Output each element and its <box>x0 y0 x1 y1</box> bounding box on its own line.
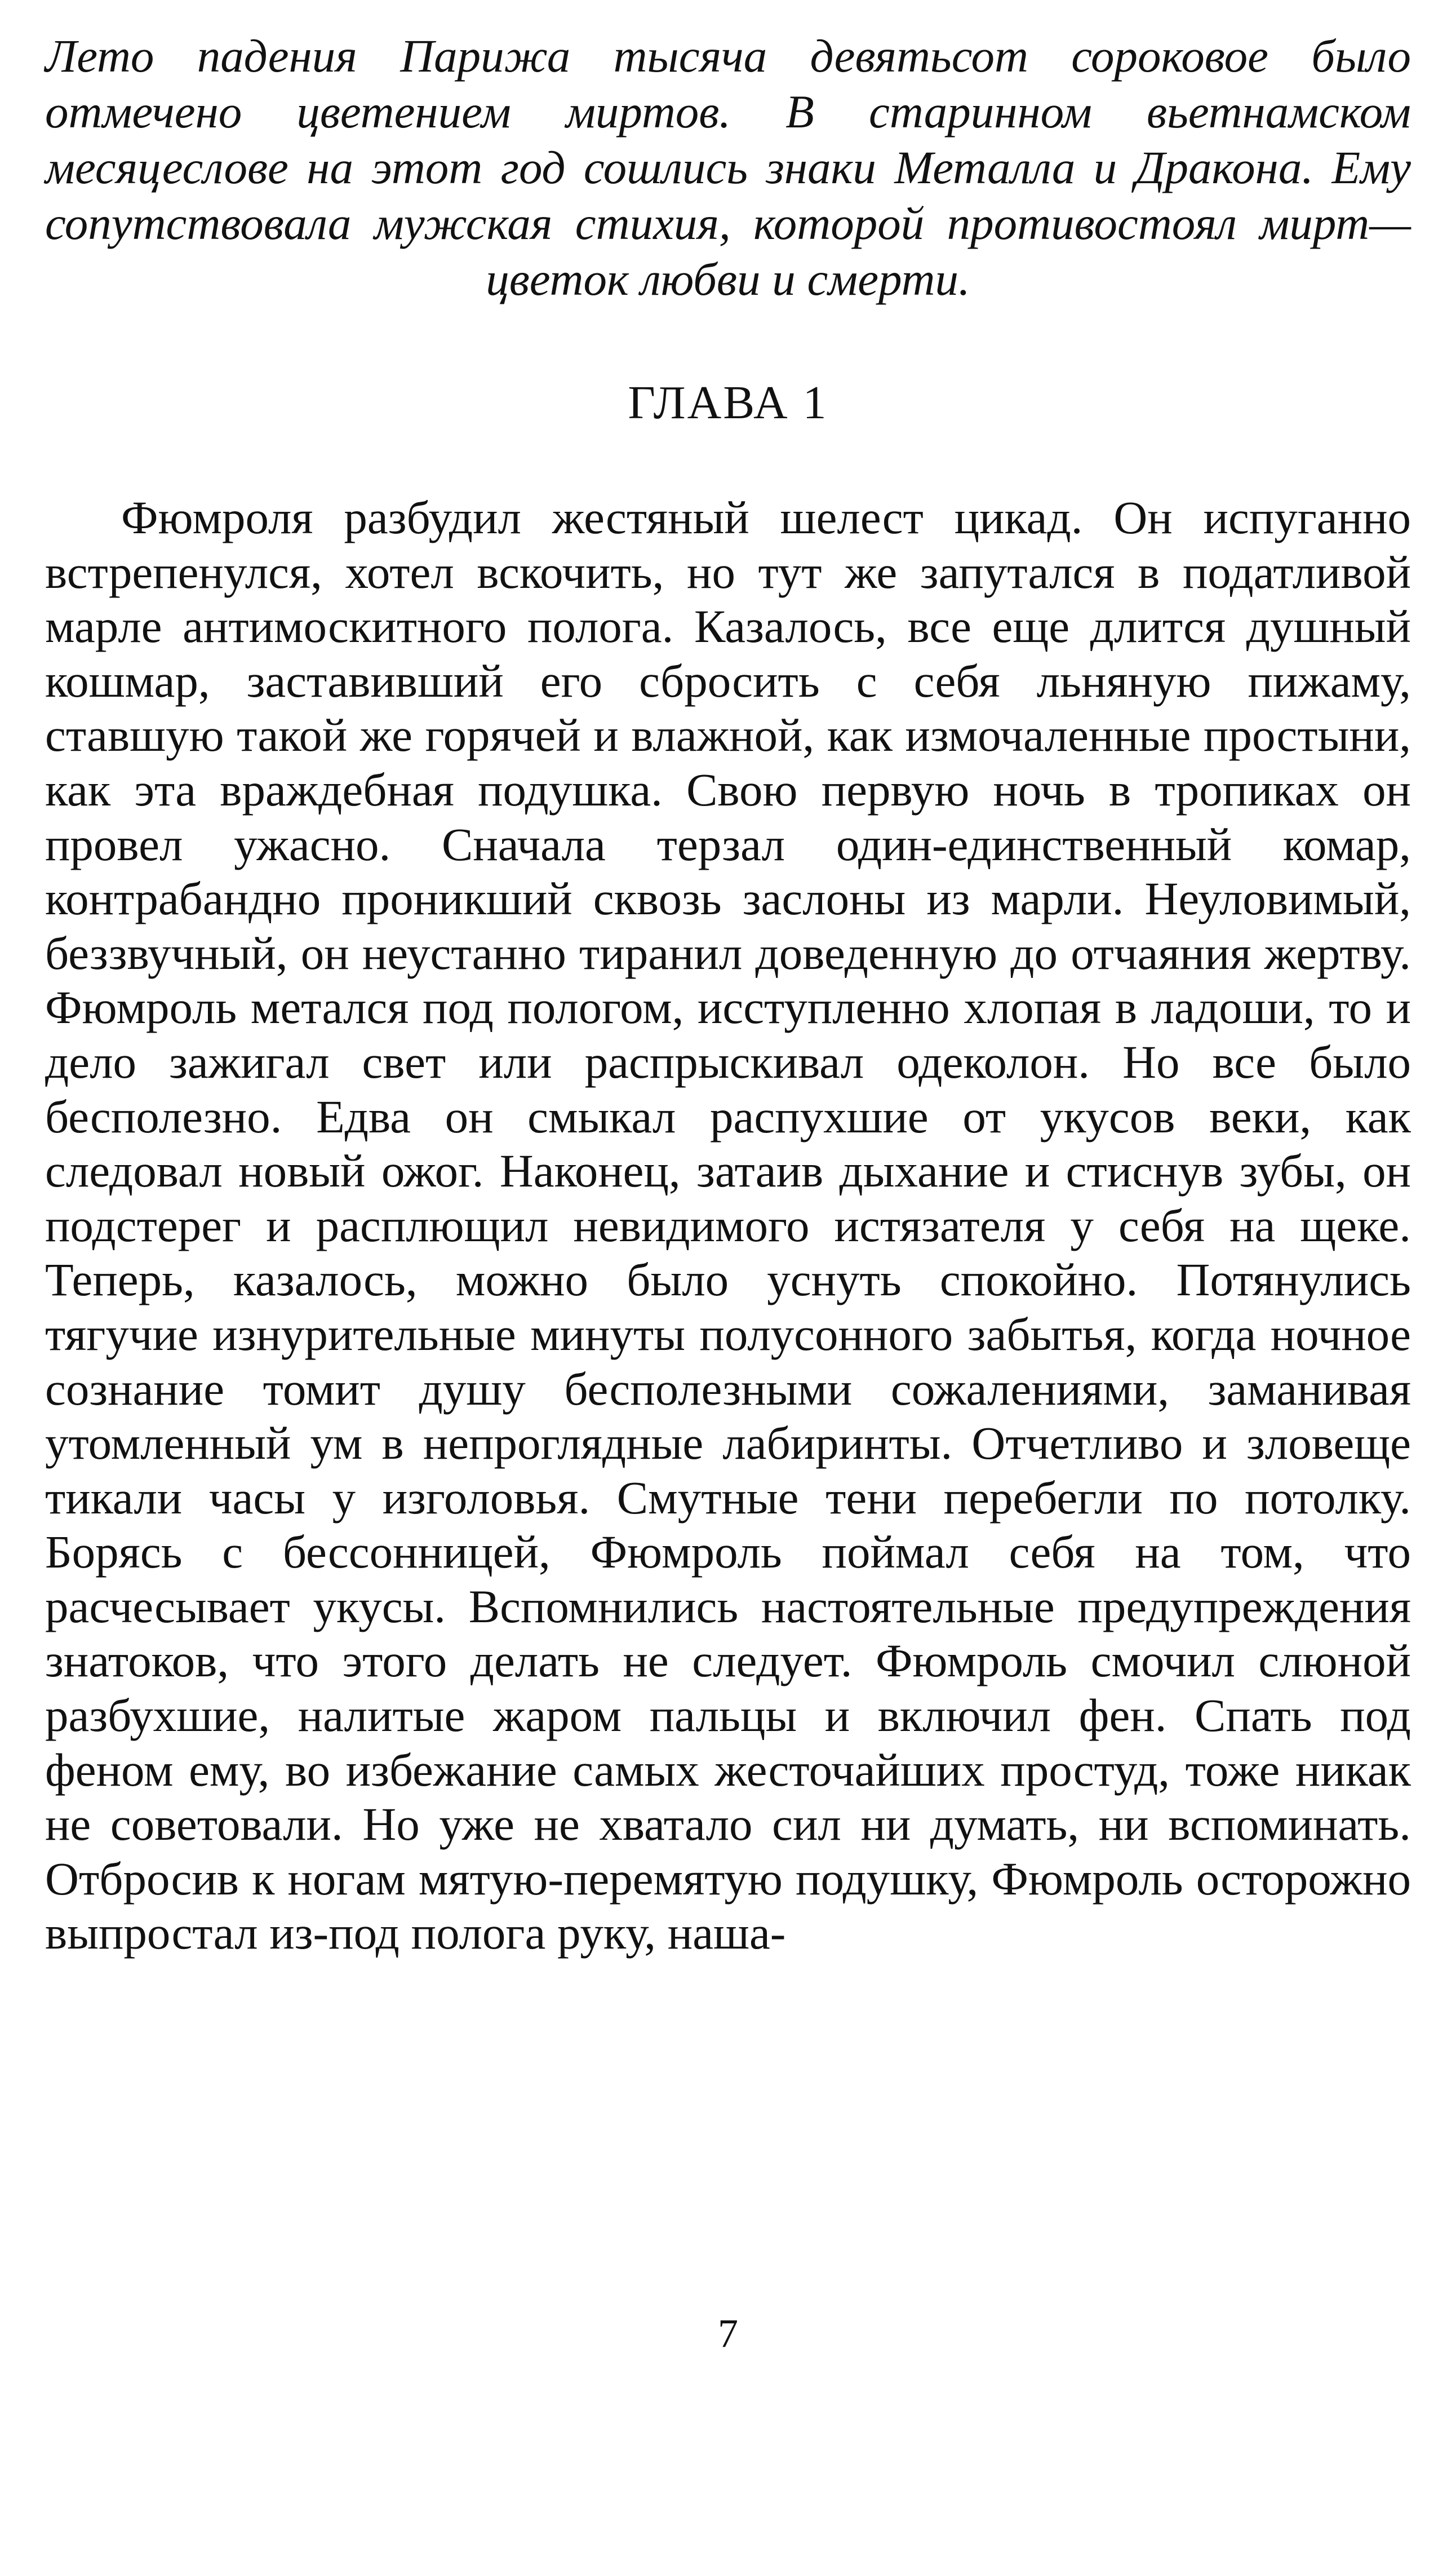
book-page <box>45 28 1411 2531</box>
body-paragraph: Фюмроля разбудил жестяный шелест цикад. Он испуганно встрепенулся, хотел вскочить, но тут же запутался в податливой марле антимоскитного полога. Казалось, все еще длится душный кошмар, заставивший его сбросить с себя льняную пижаму, ставшую такой же горячей и влажной, как измочаленные простыни, как эта враждебная подушка. Свою первую ночь в тропиках он провел ужасно. Сначала терзал один-единственный комар, контрабандно проникший сквозь заслоны из марли. Неуловимый, беззвучный, он неустанно тиранил доведенную до отчаяния жертву. Фюмроль метался под пологом, исступленно хлопая в ладоши, то и дело зажигал свет или распрыскивал одеколон. Но все было бесполезно. Едва он смыкал распухшие от укусов веки, как следовал новый ожог. Наконец, затаив дыхание и стиснув зубы, он подстерег и расплющил невидимого истязателя у себя на щеке. Теперь, казалось, можно было уснуть спокойно. Потянулись тягучие изнурительные минуты полусонного забытья, когда ночное сознание томит душу бесполезными сожалениями, заманивая утомленный ум в непроглядные лабиринты. Отчетливо и зловеще тикали часы у изголовья. Смутные тени перебегли по потолку. Борясь с бессонницей, Фюмроль поймал себя на том, что расчесывает укусы. Вспомнились настоятельные предупреждения знатоков, что этого делать не следует. Фюмроль смочил слюной разбухшие, налитые жаром пальцы и включил фен. Спать под феном ему, во избежание самых жесточайших простуд, тоже никак не советовали. Но уже не хватало сил ни думать, ни вспоминать. Отбросив к ногам мятую-перемятую подушку, Фюмроль осторожно выпростал из-под полога руку, наша- <box>45 492 1411 1959</box>
chapter-heading: ГЛАВА 1 <box>628 377 828 429</box>
page-number: 7 <box>718 2311 738 2356</box>
epigraph: Лето падения Парижа тысяча девятьсот сороковое было отмечено цветением миртов. В старинном вьетнамском месяцеслове на этот год сошлись знаки Металла и Дракона. Ему сопутствовала мужская стихия, которой противостоял мирт—цветок любви и смерти. <box>45 30 1411 305</box>
